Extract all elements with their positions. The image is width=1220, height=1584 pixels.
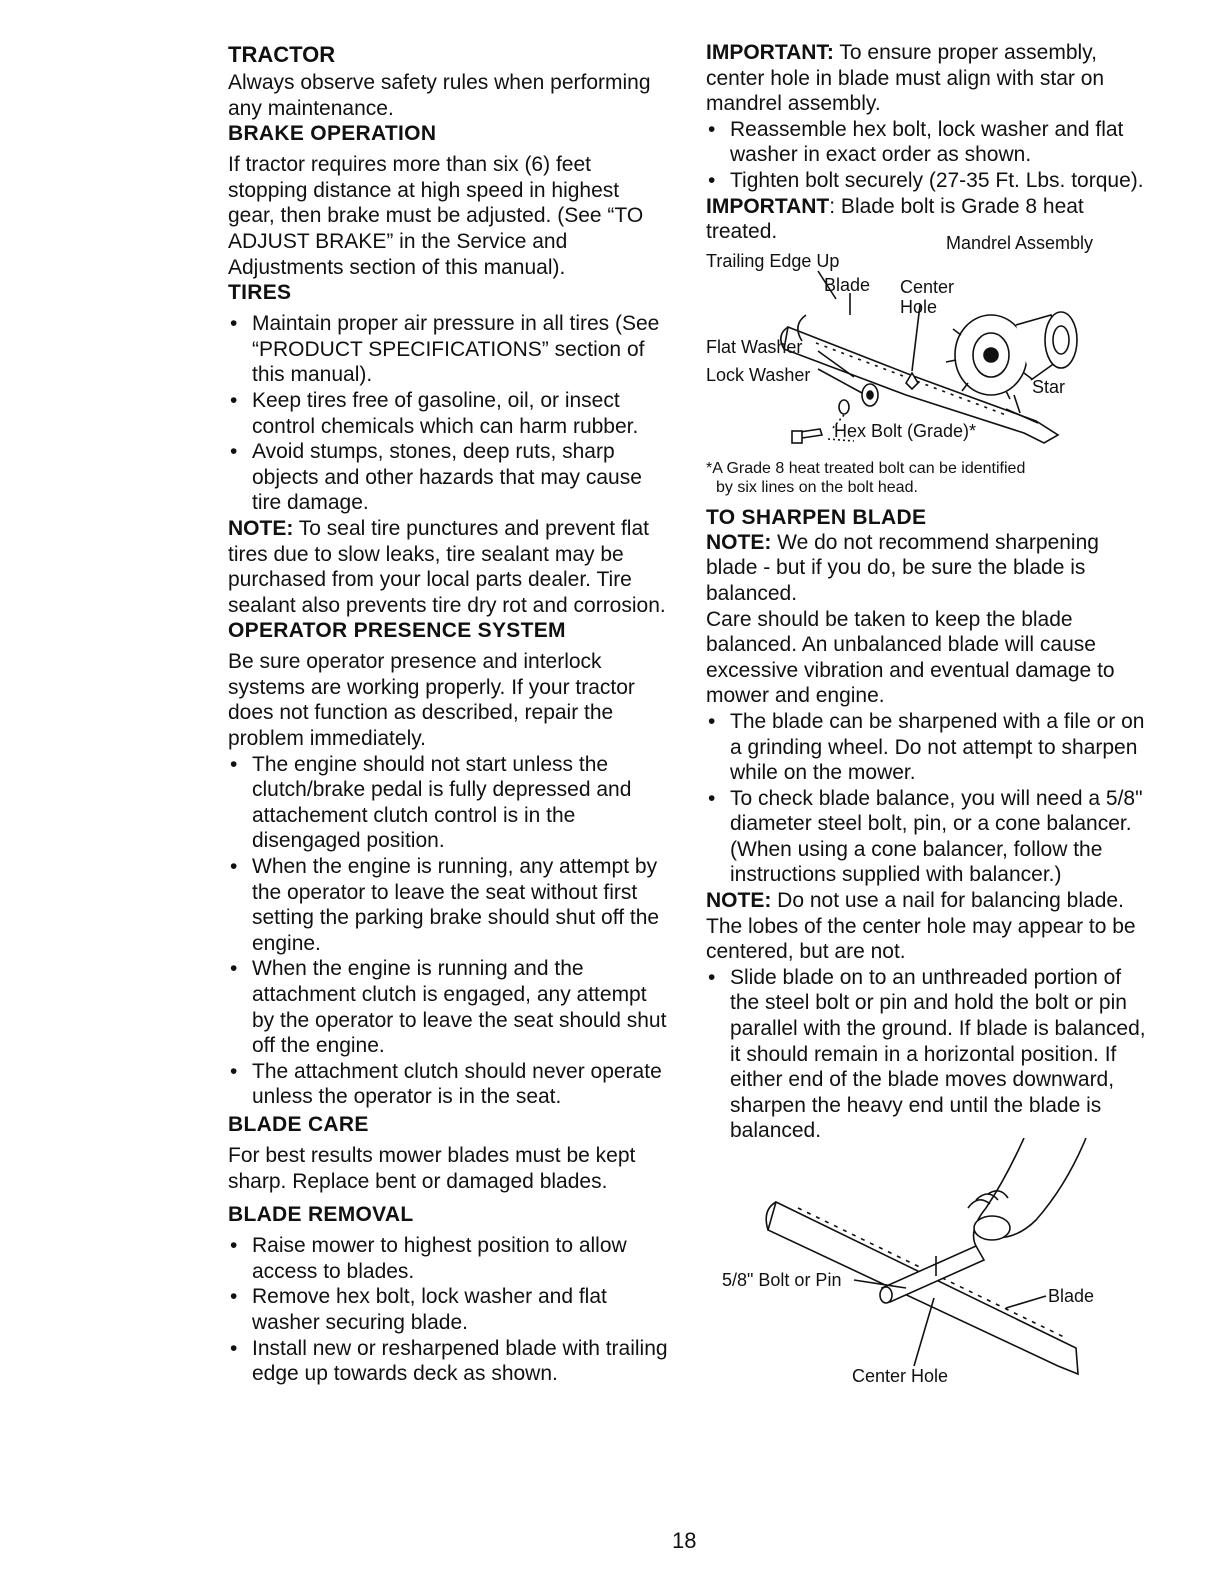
right-column <box>706 40 1146 1388</box>
label-star: Star <box>1032 376 1066 397</box>
left-column <box>228 40 668 1387</box>
list-item: • Install new or resharpened blade with trailing edge up towards deck as shown. <box>228 1336 668 1387</box>
grade-footnote <box>706 459 1146 497</box>
list-item: • Maintain proper air pressure in all tires (See “PRODUCT SPECIFICATIONS” section of this manual). <box>228 311 668 388</box>
list-item: • When the engine is running, any attempt by the operator to leave the seat without first setting the parking brake should shut off the engine. <box>228 854 668 956</box>
list-item: • The blade can be sharpened with a file or on a grinding wheel. Do not attempt to sharpen while on the mower. <box>706 709 1146 786</box>
brake-text: If tractor requires more than six (6) feet stopping distance at high speed in highest gear, then brake must be adjusted. (See “TO ADJUST BRAKE” in the Service and Adjustments section of this manual). <box>228 153 644 279</box>
list-item: • Reassemble hex bolt, lock washer and flat washer in exact order as shown. <box>706 117 1146 168</box>
list-item: • Avoid stumps, stones, deep ruts, sharp objects and other hazards that may cause tire damage. <box>228 439 668 516</box>
label-trailing-edge: Trailing Edge Up <box>706 250 840 271</box>
list-item: • To check blade balance, you will need a 5/8" diameter steel bolt, pin, or a cone balancer. (When using a cone balancer, follow the instructions supplied with balancer.) <box>706 786 1146 888</box>
label-bolt-or-pin: 5/8" Bolt or Pin <box>722 1270 842 1290</box>
important-text: : Blade bolt is Grade 8 heat treated. <box>706 194 1084 244</box>
list-item: • When the engine is running and the attachment clutch is engaged, any attempt by the operator to leave the seat should shut off the engine. <box>228 956 668 1058</box>
important-text: To ensure proper assembly, center hole in blade must align with star on mandrel assembly. <box>706 41 1105 116</box>
note-label: NOTE: <box>706 889 772 913</box>
list-item: • Tighten bolt securely (27-35 Ft. Lbs. torque). <box>706 168 1146 194</box>
sharpen-note <box>706 530 1146 607</box>
blade-balance-illustration <box>706 1138 1136 1388</box>
footnote-line: by six lines on the bolt head. <box>716 478 918 496</box>
blade-removal-heading: BLADE REMOVAL <box>228 1203 414 1227</box>
footnote-line: *A Grade 8 heat treated bolt can be identified <box>706 459 1026 477</box>
label-lock-washer: Lock Washer <box>706 364 811 385</box>
blade-assembly-figure <box>706 232 1136 459</box>
list-item: • Slide blade on to an unthreaded portion of the steel bolt or pin and hold the bolt or pin parallel with the ground. If blade is balanced, it should remain in a horizontal position. If either end of the blade moves downward, sharpen the heavy end until the blade is balanced. <box>706 965 1146 1144</box>
intro-text: Always observe safety rules when performing any maintenance. <box>228 71 651 120</box>
label-blade: Blade <box>824 274 871 295</box>
important-label: IMPORTANT <box>706 194 830 218</box>
label-hex-bolt: Hex Bolt (Grade)* <box>834 420 977 441</box>
sharpen-heading: TO SHARPEN BLADE <box>706 505 927 529</box>
brake-heading: BRAKE OPERATION <box>228 122 437 146</box>
important-alignment <box>706 40 1146 117</box>
note-label: NOTE: <box>228 516 294 540</box>
blade-care-text: For best results mower blades must be kept sharp. Replace bent or damaged blades. <box>228 1143 636 1193</box>
section-title: TRACTOR <box>228 42 336 67</box>
label-flat-washer: Flat Washer <box>706 336 803 357</box>
balance-note <box>706 888 1146 965</box>
label-mandrel-assembly: Mandrel Assembly <box>946 232 1094 253</box>
list-item: • Remove hex bolt, lock washer and flat washer securing blade. <box>228 1284 668 1335</box>
operator-presence-list <box>228 752 668 1110</box>
list-item: • Raise mower to highest position to allow access to blades. <box>228 1233 668 1284</box>
list-item: • The engine should not start unless the clutch/brake pedal is fully depressed and attachement clutch control is in the disengaged position. <box>228 752 668 854</box>
operator-presence-text: Be sure operator presence and interlock systems are working properly. If your tractor does not function as described, repair the problem immediately. <box>228 650 635 751</box>
note-text: Do not use a nail for balancing blade. The lobes of the center hole may appear to be centered, but are not. <box>706 889 1136 964</box>
blade-removal-list <box>228 1233 668 1387</box>
note-text: To seal tire punctures and prevent flat tires due to slow leaks, tire sealant may be purchased from your local parts dealer. Tire sealant also prevents tire dry rot and corrosion. <box>228 516 666 617</box>
tires-list <box>228 311 668 516</box>
page-number: 18 <box>672 1528 697 1553</box>
tires-heading: TIRES <box>228 281 292 305</box>
sharpen-text: Care should be taken to keep the blade balanced. An unbalanced blade will cause excessive vibration and eventual damage to mower and engine. <box>706 607 1115 708</box>
operator-presence-heading: OPERATOR PRESENCE SYSTEM <box>228 619 566 643</box>
label-blade: Blade <box>1048 1286 1095 1306</box>
list-item: • Keep tires free of gasoline, oil, or insect control chemicals which can harm rubber. <box>228 388 668 439</box>
note-label: NOTE: <box>706 530 772 554</box>
note-text: We do not recommend sharpening blade - but if you do, be sure the blade is balanced. <box>706 530 1099 605</box>
sharpen-list <box>706 709 1146 888</box>
label-center-hole: Center Hole <box>852 1366 949 1386</box>
blade-care-heading: BLADE CARE <box>228 1112 369 1136</box>
blade-balance-figure <box>706 1138 1136 1388</box>
assembly-list <box>706 117 1146 194</box>
label-center-hole: Center Hole <box>900 276 955 317</box>
important-label: IMPORTANT: <box>706 41 834 64</box>
tires-note <box>228 516 668 618</box>
list-item: • The attachment clutch should never operate unless the operator is in the seat. <box>228 1059 668 1110</box>
balance-list <box>706 965 1146 1144</box>
